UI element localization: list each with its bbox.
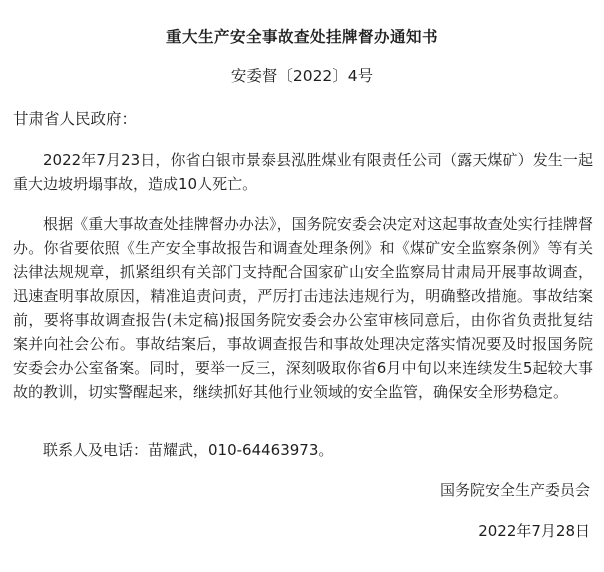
issuer-signature: 国务院安全生产委员会 [439, 481, 590, 499]
paragraph-supervision: 根据《重大事故查处挂牌督办办法》，国务院安委会决定对这起事故查处实行挂牌督办。你省要依照《生产安全事故报告和调查处理条例》和《煤矿安全监察条例》等有关法律法规规章，抓紧组织有关部门支持配合国家矿山安全监察局甘肃局开展事故调查，迅速查明事故原因，精准追责问责，严厉打击违法违规行为，明确整改措施。事故结案前，要将事故调查报告(未定稿)报国务院安委会办公室审核同意后，由你省负责批复结案并向社会公布。事故结案后，事故调查报告和事故处理决定落实情况要及时报国务院安委会办公室备案。同时，要举一反三，深刻吸取你省6月中旬以来连续发生5起较大事故的教训，切实警醒起来，继续抓好其他行业领域的安全监管，确保安全形势稳定。 [13, 215, 593, 401]
document-number: 安委督〔2022〕4号 [230, 67, 374, 85]
issue-date: 2022年7月28日 [478, 522, 590, 540]
recipient: 甘肃省人民政府： [13, 110, 138, 128]
contact-info: 联系人及电话：苗耀武，010-64463973。 [43, 441, 334, 459]
document-title: 重大生产安全事故查处挂牌督办通知书 [165, 28, 438, 46]
paragraph-incident: 2022年7月23日，你省白银市景泰县泓胜煤业有限责任公司（露天煤矿）发生一起重大边坡坍塌事故，造成10人死亡。 [13, 151, 593, 193]
